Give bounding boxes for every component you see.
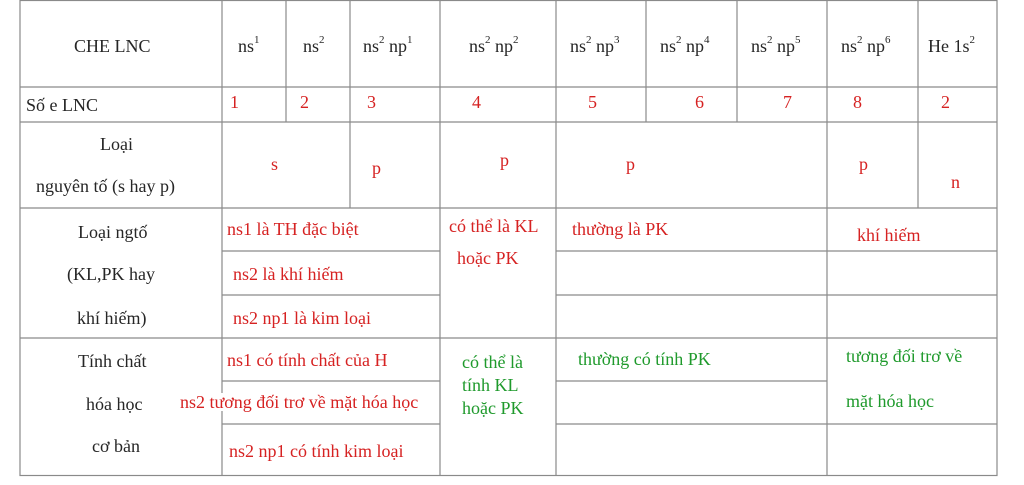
electrons-value: 2 <box>300 92 309 112</box>
chem-s3: ns2 np1 có tính kim loại <box>229 441 404 461</box>
kind-s2: ns2 là khí hiếm <box>233 264 344 284</box>
header-config-7: $ns^2$ $np^5$ <box>751 34 801 56</box>
header-title: CHE LNC <box>74 36 151 56</box>
kind-s1: ns1 là TH đặc biệt <box>227 219 359 239</box>
row-kind-label-1: Loại ngtố <box>78 222 148 242</box>
row-kind-label-3: khí hiếm) <box>77 308 147 328</box>
type-value: p <box>626 154 635 174</box>
header-config-6: $ns^2$ $np^4$ <box>660 34 710 56</box>
electrons-value: 8 <box>853 92 862 112</box>
header-config-8: $ns^2$ $np^6$ <box>841 34 891 56</box>
electrons-value: 2 <box>941 92 950 112</box>
row-type-label-2: nguyên tố (s hay p) <box>36 176 175 196</box>
row-chem-label-1: Tính chất <box>78 351 147 371</box>
type-value: n <box>951 172 960 192</box>
type-value: s <box>271 154 279 174</box>
chem-p2-line2: tính KL <box>462 375 519 395</box>
kind-p6: khí hiếm <box>857 225 921 245</box>
row-electrons-label: Số e LNC <box>26 95 98 115</box>
electrons-value: 7 <box>783 92 792 112</box>
header-config-4: $ns^2$ $np^2$ <box>469 34 519 56</box>
row-type-label-1: Loại <box>100 134 133 154</box>
kind-p2-line2: hoặc PK <box>457 248 519 268</box>
header-config-9: He $1s^2$ <box>928 34 975 56</box>
row-chem-label-3: cơ bản <box>92 436 140 456</box>
chem-p2-line1: có thể là <box>462 352 523 372</box>
header-config-2: $ns^2$ <box>303 34 325 56</box>
type-value: p <box>372 158 381 178</box>
row-kind-label-2: (KL,PK hay <box>67 264 155 284</box>
chem-s2: ns2 tương đối trơ về mặt hóa học <box>180 392 419 412</box>
electrons-value: 5 <box>588 92 597 112</box>
header-config-5: $ns^2$ $np^3$ <box>570 34 620 56</box>
electrons-value: 4 <box>472 92 481 112</box>
electrons-value: 6 <box>695 92 704 112</box>
chem-p3: thường có tính PK <box>578 349 711 369</box>
kind-p2-line1: có thể là KL <box>449 216 539 236</box>
electrons-value: 1 <box>230 92 239 112</box>
type-value: p <box>859 154 868 174</box>
row-chem-label-2: hóa học <box>86 394 143 414</box>
chem-p2-line3: hoặc PK <box>462 398 524 418</box>
electrons-value: 3 <box>367 92 376 112</box>
chem-s1: ns1 có tính chất của H <box>227 350 388 370</box>
header-config-1: $ns^1$ <box>238 34 260 56</box>
header-config-3: $ns^2$ $np^1$ <box>363 34 413 56</box>
type-value: p <box>500 150 509 170</box>
chem-p6-line2: mặt hóa học <box>846 391 934 411</box>
chem-p6-line1: tương đối trơ về <box>846 346 963 366</box>
kind-p3: thường là PK <box>572 219 669 239</box>
kind-s3: ns2 np1 là kim loại <box>233 308 371 328</box>
